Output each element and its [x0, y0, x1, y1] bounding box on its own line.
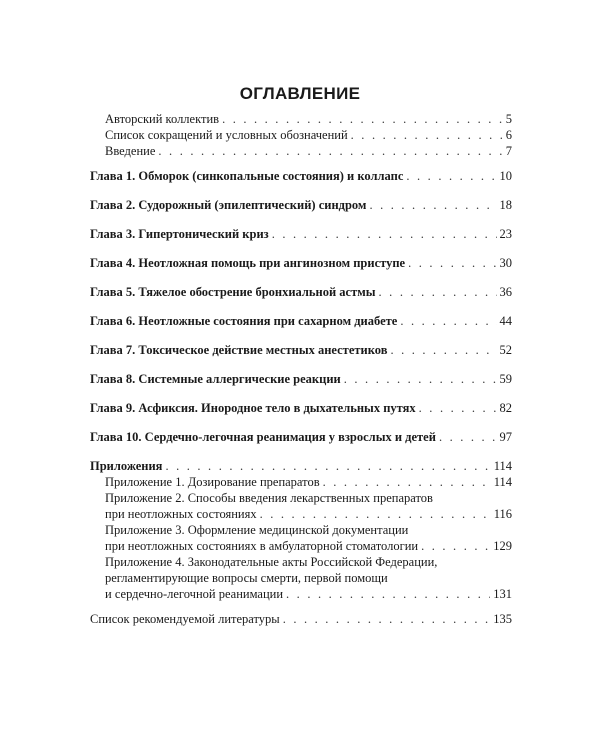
toc-entry-authors[interactable]	[90, 111, 512, 127]
toc-entry-page: 30	[499, 256, 512, 270]
toc-entry-text: Приложение 3. Оформление медицинской документации	[105, 523, 409, 537]
leader-dots	[379, 284, 497, 300]
leader-dots	[272, 226, 497, 242]
toc-entry-text: Глава 5. Тяжелое обострение бронхиальной астмы	[90, 285, 376, 299]
leader-dots	[323, 474, 491, 490]
toc-entry-page: 114	[493, 459, 512, 473]
leader-dots	[419, 400, 497, 416]
toc-entry-text: и сердечно-легочной реанимации	[105, 587, 284, 601]
page-title: ОГЛАВЛЕНИЕ	[239, 84, 361, 103]
toc-entry-text: Введение	[105, 144, 156, 158]
toc-entry-chapter-2[interactable]	[90, 197, 512, 213]
toc-entry-page: 6	[505, 128, 512, 142]
leader-dots	[260, 506, 491, 522]
toc-entry-page: 114	[493, 475, 512, 489]
leader-dots	[390, 342, 496, 358]
leader-dots	[165, 458, 490, 474]
leader-dots	[439, 429, 497, 445]
toc-entry-text: Приложение 2. Способы введения лекарственных препаратов	[105, 491, 433, 505]
toc-entry-chapter-9[interactable]	[90, 400, 512, 416]
toc-entry-chapter-3[interactable]	[90, 226, 512, 242]
toc-entry-text: регламентирующие вопросы смерти, первой помощи	[105, 571, 388, 585]
toc-entry-text: при неотложных состояниях в амбулаторной стоматологии	[105, 539, 419, 553]
toc-entry-chapter-8[interactable]	[90, 371, 512, 387]
leader-dots	[369, 197, 496, 213]
toc-entry-page: 97	[499, 430, 512, 444]
toc-entry-text: Глава 10. Сердечно-легочная реанимация у взрослых и детей	[90, 430, 436, 444]
toc-entry-page: 5	[505, 112, 512, 126]
toc-entry-page: 131	[493, 587, 512, 601]
toc-entry-text: Глава 7. Токсическое действие местных анестетиков	[90, 343, 388, 357]
toc-entry-chapter-5[interactable]	[90, 284, 512, 300]
toc-entry-appendix-3[interactable]	[90, 522, 512, 554]
toc-entry-page: 129	[493, 539, 512, 553]
toc-entry-page: 44	[499, 314, 512, 328]
leader-dots	[400, 313, 496, 329]
toc-entry-chapter-4[interactable]	[90, 255, 512, 271]
toc-entry-chapter-7[interactable]	[90, 342, 512, 358]
toc-entry-page: 82	[499, 401, 512, 415]
toc-entry-text: Приложение 1. Дозирование препаратов	[105, 475, 320, 489]
leader-dots	[421, 538, 490, 554]
toc-entry-chapter-10[interactable]	[90, 429, 512, 445]
toc-entry-text: Авторский коллектив	[105, 112, 220, 126]
toc-entry-text: Приложение 4. Законодательные акты Российской Федерации,	[105, 555, 438, 569]
leader-dots	[406, 168, 496, 184]
toc-entry-appendices[interactable]	[90, 458, 512, 474]
toc-entry-text: Глава 3. Гипертонический криз	[90, 227, 269, 241]
leader-dots	[286, 586, 490, 602]
toc-entry-appendix-4[interactable]	[90, 554, 512, 602]
toc-entry-page: 10	[499, 169, 512, 183]
toc-entry-text: Глава 1. Обморок (синкопальные состояния) и коллапс	[90, 169, 404, 183]
toc-entry-page: 59	[499, 372, 512, 386]
toc-entry-text: Глава 9. Асфиксия. Инородное тело в дыхательных путях	[90, 401, 416, 415]
toc-entry-page: 36	[499, 285, 512, 299]
table-of-contents	[90, 111, 512, 627]
toc-entry-text: Глава 6. Неотложные состояния при сахарном диабете	[90, 314, 398, 328]
toc-entry-page: 116	[493, 507, 512, 521]
toc-entry-page: 23	[499, 227, 512, 241]
toc-entry-page: 52	[499, 343, 512, 357]
leader-dots	[222, 111, 503, 127]
toc-entry-page: 7	[505, 144, 512, 158]
toc-entry-page: 18	[499, 198, 512, 212]
leader-dots	[283, 611, 491, 627]
toc-entry-text: Список сокращений и условных обозначений	[105, 128, 348, 142]
toc-entry-chapter-1[interactable]	[90, 168, 512, 184]
toc-entry-page: 135	[493, 612, 512, 626]
toc-entry-text: Глава 4. Неотложная помощь при ангинозном приступе	[90, 256, 406, 270]
leader-dots	[344, 371, 497, 387]
toc-entry-abbreviations[interactable]	[90, 127, 512, 143]
leader-dots	[351, 127, 503, 143]
toc-entry-references[interactable]	[90, 611, 512, 627]
toc-entry-text: Список рекомендуемой литературы	[90, 612, 280, 626]
toc-entry-text: Глава 2. Судорожный (эпилептический) синдром	[90, 198, 367, 212]
toc-entry-text: Глава 8. Системные аллергические реакции	[90, 372, 341, 386]
toc-entry-appendix-1[interactable]	[90, 474, 512, 490]
toc-entry-text: Приложения	[90, 459, 163, 473]
leader-dots	[158, 143, 502, 159]
toc-entry-appendix-2[interactable]	[90, 490, 512, 522]
toc-entry-chapter-6[interactable]	[90, 313, 512, 329]
toc-entry-text: при неотложных состояниях	[105, 507, 257, 521]
toc-entry-introduction[interactable]	[90, 143, 512, 159]
leader-dots	[408, 255, 496, 271]
